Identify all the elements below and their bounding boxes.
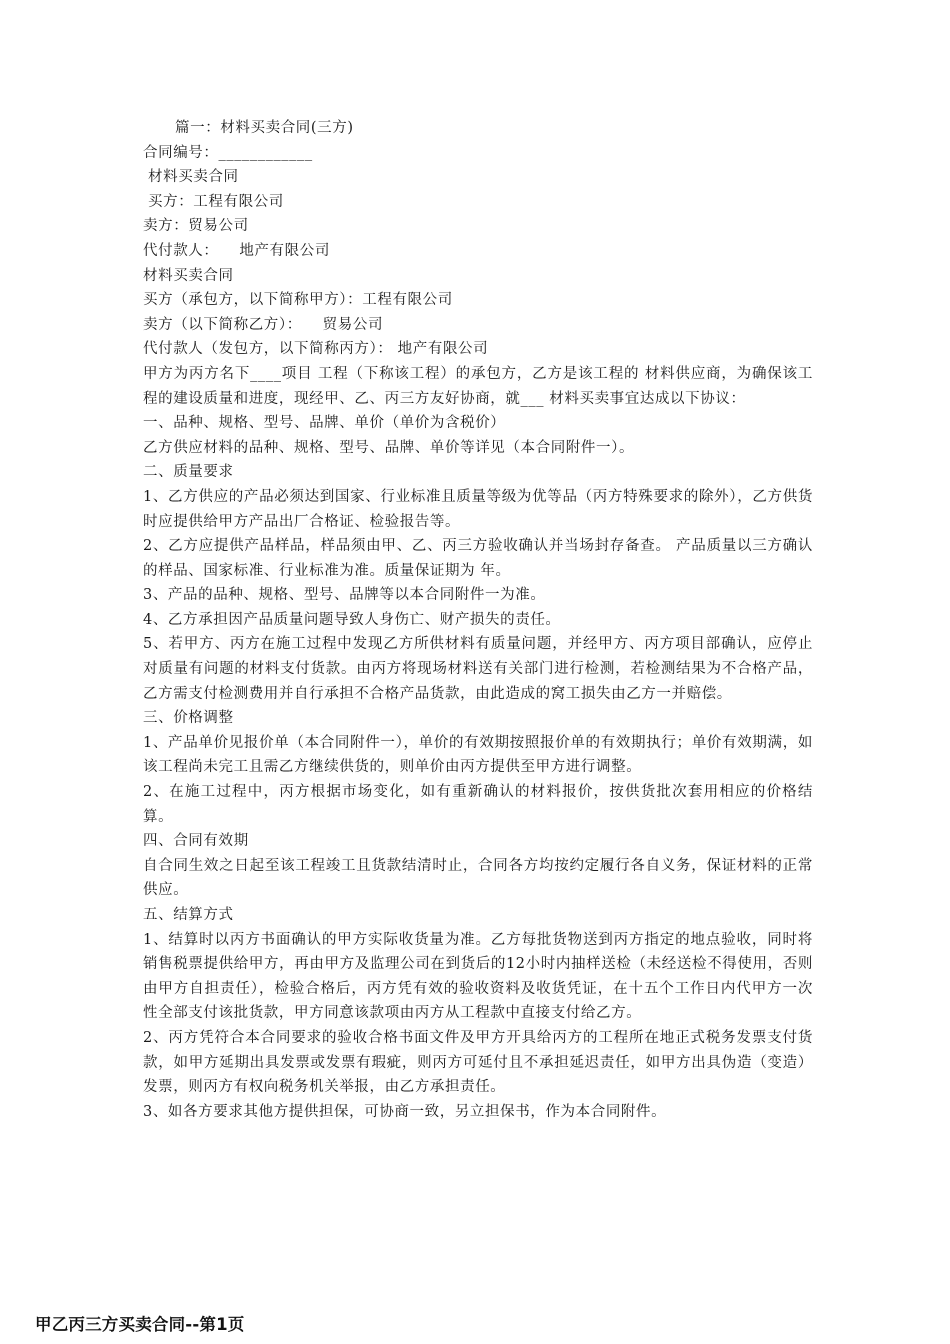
section-1-text: 乙方供应材料的品种、规格、型号、品牌、单价等详见（本合同附件一）。	[143, 439, 635, 456]
document-title: 篇一：材料买卖合同(三方)	[175, 120, 354, 136]
section-2-title: 二、质量要求	[143, 464, 234, 481]
payer-line: 代付款人： 地产有限公司	[143, 242, 330, 259]
section-5-item-2: 2、丙方凭符合本合同要求的验收合格书面文件及甲方开具给丙方的工程所在地正式税务发票支付货款，如甲方延期出具发票或发票有瑕疵，则丙方可延付且不承担延迟责任，如甲方出具伪造（变造）发票，则丙方有权向税务机关举报，由乙方承担责任。	[143, 1029, 813, 1096]
section-2-item-3: 3、产品的品种、规格、型号、品牌等以本合同附件一为准。	[143, 587, 546, 604]
buyer-line: 买方：工程有限公司	[148, 193, 284, 210]
section-3-title: 三、价格调整	[143, 710, 234, 727]
intro-paragraph: 甲方为丙方名下____项目 工程（下称该工程）的承包方，乙方是该工程的 材料供应商，为确保该工程的建设质量和进度，现经甲、乙、丙三方友好协商，就___ 材料买卖事宜达成以下协议：	[143, 365, 813, 407]
section-5-title: 五、结算方式	[143, 907, 234, 923]
section-2-item-5: 5、若甲方、丙方在施工过程中发现乙方所供材料有质量问题，并经甲方、丙方项目部确认，应停止对质量有问题的材料支付货款。由丙方将现场材料送有关部门进行检测，若检测结果为不合格产品，乙方需支付检测费用并自行承担不合格产品货款，由此造成的窝工损失由乙方一并赔偿。	[143, 636, 813, 702]
contract-body	[143, 116, 813, 1124]
section-2-item-2: 2、乙方应提供产品样品，样品须由甲、乙、丙三方验收确认并当场封存备查。 产品质量以三方确认的样品、国家标准、行业标准为准。质量保证期为 年。	[143, 538, 813, 579]
section-3-item-1: 1、产品单价见报价单（本合同附件一），单价的有效期按照报价单的有效期执行；单价有效期满，如该工程尚未完工且需乙方继续供货的，则单价由丙方提供至甲方进行调整。	[143, 734, 813, 776]
page-footer: 甲乙丙三方买卖合同--第1页	[35, 1315, 245, 1334]
contract-heading: 材料买卖合同	[148, 169, 239, 186]
section-5-item-1: 1、结算时以丙方书面确认的甲方实际收货量为准。乙方每批货物送到丙方指定的地点验收，同时将销售税票提供给甲方，再由甲方及监理公司在到货后的12小时内抽样送检（未经送检不得使用，否则由甲方自担责任），检验合格后，丙方凭有效的验收资料及收货凭证，在十五个工作日内代甲方一次性全部支付该批货款，甲方同意该款项由丙方从工程款中直接支付给乙方。	[143, 931, 813, 1022]
section-1-title: 一、品种、规格、型号、品牌、单价（单价为含税价）	[143, 415, 506, 432]
section-3-item-2: 2、在施工过程中，丙方根据市场变化，如有重新确认的材料报价，按供货批次套用相应的价格结算。	[143, 784, 813, 825]
party-b-line: 卖方（以下简称乙方）： 贸易公司	[143, 316, 384, 333]
section-2-item-4: 4、乙方承担因产品质量问题导致人身伤亡、财产损失的责任。	[143, 611, 561, 628]
party-a-line: 买方（承包方，以下简称甲方）：工程有限公司	[143, 292, 453, 309]
section-2-item-1: 1、乙方供应的产品必须达到国家、行业标准且质量等级为优等品（丙方特殊要求的除外），乙方供货时应提供给甲方产品出厂合格证、检验报告等。	[143, 488, 813, 530]
section-5-item-3: 3、如各方要求其他方提供担保，可协商一致，另立担保书，作为本合同附件。	[143, 1103, 667, 1120]
section-4-title: 四、合同有效期	[143, 833, 249, 850]
contract-number: 合同编号：____________	[143, 144, 313, 161]
party-c-line: 代付款人（发包方，以下简称丙方）： 地产有限公司	[143, 341, 489, 358]
contract-heading-2: 材料买卖合同	[143, 267, 234, 284]
seller-line: 卖方：贸易公司	[143, 218, 249, 235]
section-4-text: 自合同生效之日起至该工程竣工且货款结清时止，合同各方均按约定履行各自义务，保证材料的正常供应。	[143, 857, 813, 899]
